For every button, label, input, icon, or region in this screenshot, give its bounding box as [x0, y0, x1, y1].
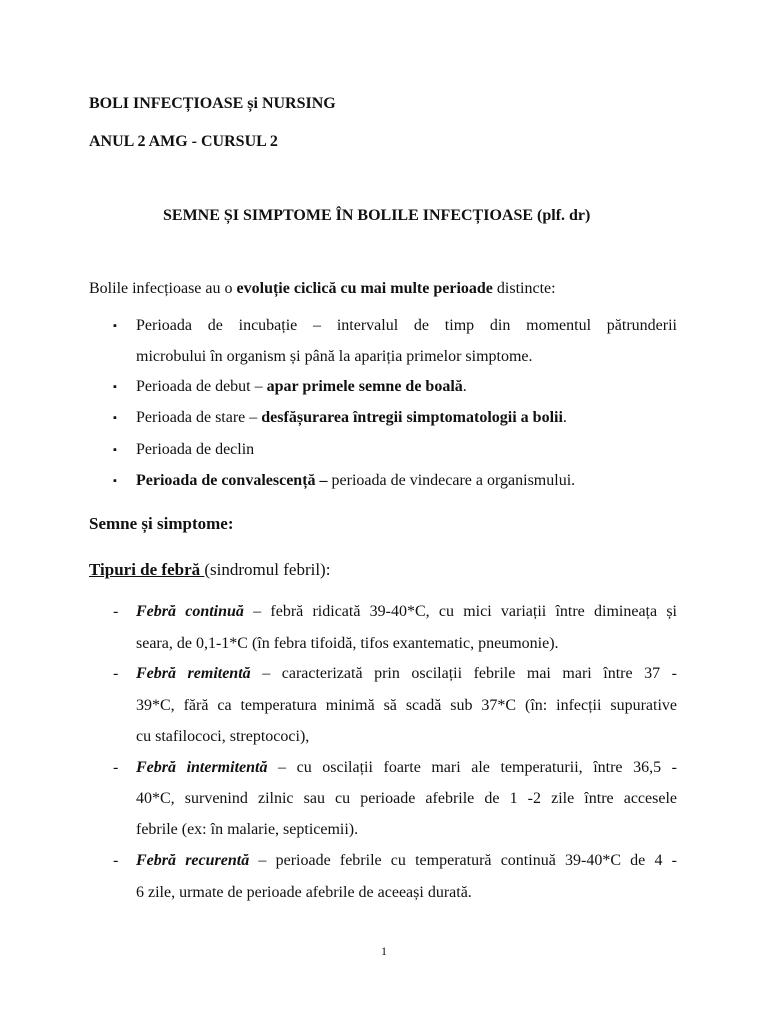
intro-bold-text: evoluție ciclică cu mai multe perioade	[236, 280, 493, 297]
period-convalescence-desc: perioada de vindecare a organismului.	[327, 472, 576, 489]
fever-types-heading	[89, 560, 330, 580]
period-onset-end: .	[462, 378, 467, 395]
period-incubation-line1: Perioada de incubație – intervalul de timp din momentul pătrunderii	[136, 317, 677, 334]
period-incubation-line2: microbului în organism și până la apariția primelor simptome.	[136, 348, 533, 365]
fever-intermittent-line1	[136, 758, 677, 778]
fever-continuous-name: Febră continuă	[136, 603, 244, 620]
fever-intermittent-line2: 40*C, survenind zilnic sau cu perioade afebrile de 1 -2 zile între accesele	[136, 790, 677, 807]
intro-paragraph	[89, 279, 556, 299]
period-decline: Perioada de declin	[136, 441, 255, 458]
bullet-marker: ▪	[113, 444, 117, 456]
fever-types-heading-desc: (sindromul febril):	[204, 560, 331, 579]
fever-recurrent-line2: 6 zile, urmate de perioade afebrile de aceeași durată.	[136, 884, 472, 901]
dash-marker: -	[113, 852, 119, 869]
fever-recurrent-desc: – perioade febrile cu temperatură continuă 39-40*C de 4 -	[249, 852, 677, 869]
period-convalescence-label: Perioada de convalescență –	[136, 472, 328, 489]
period-convalescence	[136, 471, 575, 491]
fever-intermittent-name: Febră intermitentă	[136, 759, 268, 776]
fever-types-heading-bold: Tipuri de febră	[89, 560, 205, 579]
bullet-marker: ▪	[113, 412, 117, 424]
dash-marker: -	[113, 759, 119, 776]
fever-recurrent-name: Febră recurentă	[136, 852, 250, 869]
period-state-desc: desfășurarea întregii simptomatologii a bolii	[261, 409, 563, 426]
intro-text: Bolile infecțioase au o	[89, 280, 237, 297]
bullet-marker: ▪	[113, 475, 117, 487]
fever-continuous-desc: – febră ridicată 39-40*C, cu mici variații între dimineața și	[243, 603, 677, 620]
period-state-end: .	[562, 409, 567, 426]
course-title: BOLI INFECȚIOASE și NURSING	[89, 95, 336, 112]
bullet-marker: ▪	[113, 320, 117, 332]
fever-remittent-desc: – caracterizată prin oscilații febrile mai mari între 37 -	[250, 665, 677, 682]
page-number: 1	[381, 944, 387, 958]
dash-marker: -	[113, 603, 119, 620]
fever-continuous-line1	[136, 602, 677, 622]
period-onset-desc: apar primele semne de boală	[266, 378, 463, 395]
period-state-label: Perioada de stare –	[136, 409, 262, 426]
fever-remittent-line2: 39*C, fără ca temperatura minimă să scadă sub 37*C (în: infecții supurative	[136, 697, 677, 714]
signs-heading: Semne și simptome:	[89, 514, 234, 533]
fever-intermittent-desc: – cu oscilații foarte mari ale temperaturii, între 36,5 -	[267, 759, 677, 776]
section-title: SEMNE ȘI SIMPTOME ÎN BOLILE INFECȚIOASE (plf. dr)	[163, 207, 591, 224]
period-onset-label: Perioada de debut –	[136, 378, 267, 395]
period-onset	[136, 377, 467, 397]
fever-remittent-line3: cu stafilococi, streptococi),	[136, 728, 310, 745]
dash-marker: -	[113, 665, 119, 682]
fever-intermittent-line3: febrile (ex: în malarie, septicemii).	[136, 821, 359, 838]
fever-continuous-line2: seara, de 0,1-1*C (în febra tifoidă, tifos exantematic, pneumonie).	[136, 635, 559, 652]
fever-remittent-line1	[136, 664, 677, 684]
intro-text-end: distincte:	[492, 280, 556, 297]
fever-remittent-name: Febră remitentă	[136, 665, 251, 682]
course-subtitle: ANUL 2 AMG - CURSUL 2	[89, 133, 278, 150]
fever-recurrent-line1	[136, 851, 677, 871]
period-state	[136, 408, 567, 428]
bullet-marker: ▪	[113, 381, 117, 393]
